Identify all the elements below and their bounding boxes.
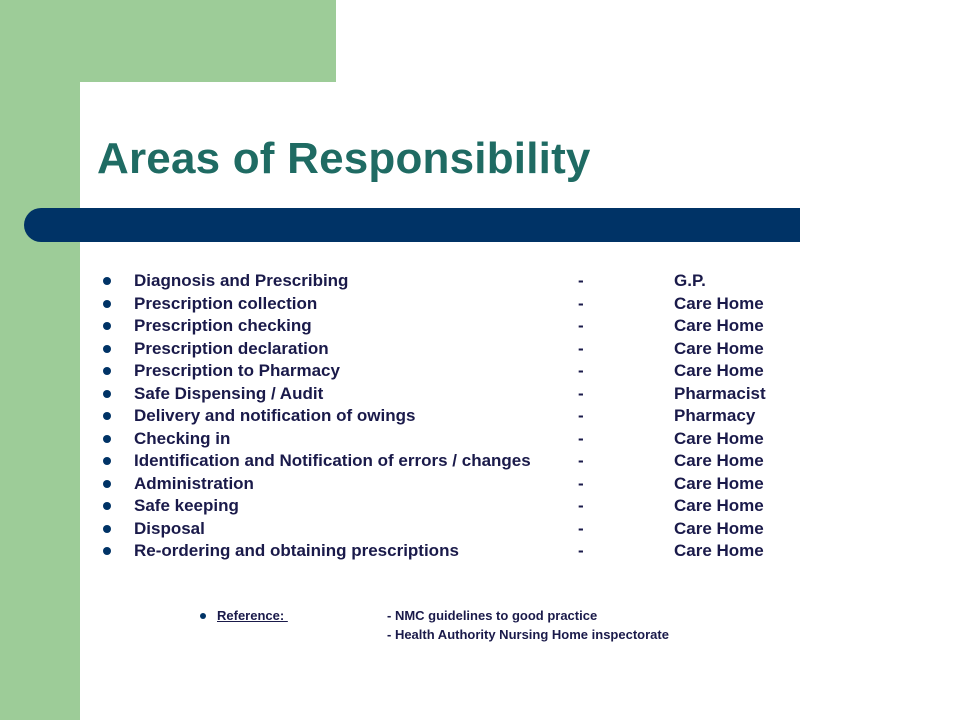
list-item [0, 384, 960, 407]
responsible-party: Care Home [674, 541, 764, 560]
responsible-party: Care Home [674, 518, 764, 538]
task-label: Identification and Notification of errors / changes [134, 451, 531, 470]
separator-dash: - [578, 496, 584, 515]
task-label: Checking in [134, 428, 231, 448]
list-item [0, 316, 960, 339]
task-label: Disposal [134, 518, 205, 538]
task-label: Prescription checking [134, 316, 312, 335]
separator-dash: - [578, 293, 584, 313]
separator-dash: - [578, 361, 584, 380]
responsible-party: Care Home [674, 338, 764, 358]
list-item [0, 519, 960, 542]
responsible-party: Pharmacy [674, 406, 756, 425]
list-item [0, 361, 960, 384]
bullet-icon [103, 345, 111, 353]
responsible-party: Care Home [674, 473, 764, 493]
responsible-party: Pharmacist [674, 383, 766, 403]
separator-dash: - [578, 428, 584, 448]
reference-line: - Health Authority Nursing Home inspectorate [387, 627, 669, 642]
responsible-party: Care Home [674, 361, 764, 380]
task-label: Prescription collection [134, 293, 318, 313]
bullet-icon [200, 613, 206, 619]
list-item [0, 429, 960, 452]
task-label: Safe Dispensing / Audit [134, 383, 324, 403]
separator-dash: - [578, 406, 584, 425]
separator-dash: - [578, 271, 584, 290]
task-label: Prescription declaration [134, 338, 329, 358]
separator-dash: - [578, 518, 584, 538]
bullet-icon [103, 412, 111, 420]
list-item [0, 271, 960, 294]
list-item [0, 496, 960, 519]
list-item [0, 294, 960, 317]
reference-label: Reference: [217, 608, 288, 623]
bullet-icon [103, 277, 111, 285]
responsibility-list [0, 271, 960, 564]
bullet-icon [103, 502, 111, 510]
separator-dash: - [578, 541, 584, 560]
separator-dash: - [578, 473, 584, 493]
task-label: Prescription to Pharmacy [134, 361, 340, 380]
separator-dash: - [578, 451, 584, 470]
responsible-party: Care Home [674, 293, 764, 313]
list-item [0, 541, 960, 564]
responsible-party: Care Home [674, 316, 764, 335]
responsible-party: Care Home [674, 496, 764, 515]
bullet-icon [103, 367, 111, 375]
separator-dash: - [578, 316, 584, 335]
separator-dash: - [578, 338, 584, 358]
bullet-icon [103, 480, 111, 488]
task-label: Re-ordering and obtaining prescriptions [134, 541, 459, 560]
task-label: Safe keeping [134, 496, 239, 515]
list-item [0, 406, 960, 429]
task-label: Diagnosis and Prescribing [134, 271, 349, 290]
bullet-icon [103, 300, 111, 308]
separator-dash: - [578, 383, 584, 403]
bullet-icon [103, 435, 111, 443]
title-underline-bar [24, 208, 800, 242]
list-item [0, 339, 960, 362]
task-label: Administration [134, 473, 254, 493]
bullet-icon [103, 322, 111, 330]
responsible-party: Care Home [674, 451, 764, 470]
list-item [0, 474, 960, 497]
responsible-party: G.P. [674, 271, 706, 290]
reference-line: - NMC guidelines to good practice [387, 608, 598, 623]
slide-title: Areas of Responsibility [97, 134, 591, 183]
bullet-icon [103, 457, 111, 465]
task-label: Delivery and notification of owings [134, 406, 416, 425]
responsible-party: Care Home [674, 428, 764, 448]
list-item [0, 451, 960, 474]
bullet-icon [103, 547, 111, 555]
bullet-icon [103, 390, 111, 398]
bullet-icon [103, 525, 111, 533]
